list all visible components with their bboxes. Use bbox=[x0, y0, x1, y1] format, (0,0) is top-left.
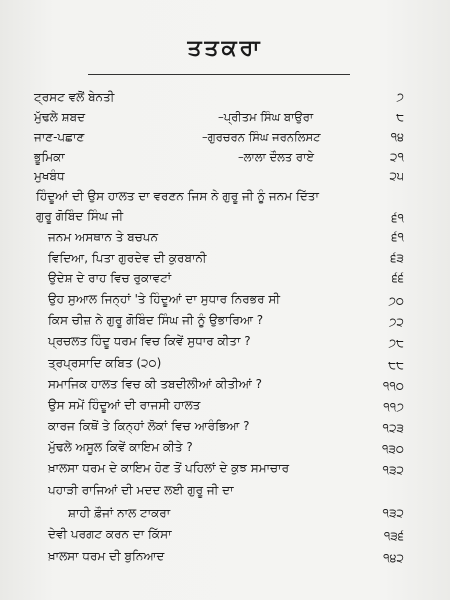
page-title: ਤਤਕਰਾ bbox=[187, 36, 263, 61]
toc-entry-author: –ਲਾਲਾ ਦੌਲਤ ਰਾਏ bbox=[238, 150, 314, 164]
toc-entry-page: ੧੧੦ bbox=[382, 379, 404, 393]
toc-entry-page: ੭੦ bbox=[388, 294, 404, 308]
toc-entry-page: ੮੮ bbox=[388, 358, 404, 372]
toc-entry-text: ਦੇਵੀ ਪਰਗਟ ਕਰਨ ਦਾ ਕਿੱਸਾ bbox=[48, 527, 172, 541]
toc-entry-text: ਤ੍ਰਪ੍ਰਸਾਦਿ ਕਬਿਤ (੨੦) bbox=[48, 356, 162, 370]
toc-entry-page: ੧੪੨ bbox=[383, 551, 404, 565]
toc-entry-text: ਕਿਸ ਚੀਜ਼ ਨੇ ਗੁਰੂ ਗੋਬਿੰਦ ਸਿੰਘ ਜੀ ਨੂੰ ਉਭਾਰਿਆ ? bbox=[48, 313, 264, 327]
toc-entry-page: ੨੫ bbox=[389, 169, 404, 183]
toc-entry-text: ਕਾਰਜ ਕਿਥੋਂ ਤੇ ਕਿਨ੍ਹਾਂ ਲੋਕਾਂ ਵਿਚ ਆਰੰਭਿਆ ? bbox=[48, 419, 250, 433]
toc-entry-text: ਟ੍ਰਸਟ ਵਲੋਂ ਬੇਨਤੀ bbox=[34, 90, 115, 104]
toc-entry-text: ਸ਼ਾਹੀ ਫ਼ੌਜਾਂ ਨਾਲ ਟਾਕਰਾ bbox=[68, 506, 171, 520]
toc-entry-text: ਜਾਣ-ਪਛਾਣ bbox=[34, 130, 85, 144]
toc-entry-text: ਉਸ ਸਮੇਂ ਹਿੰਦੂਆਂ ਦੀ ਰਾਜਸੀ ਹਾਲਤ bbox=[48, 398, 201, 412]
toc-entry-text: ਗੁਰੂ ਗੋਬਿੰਦ ਸਿੰਘ ਜੀ bbox=[36, 209, 124, 223]
toc-entry-text: ਉਦੇਸ਼ ਦੇ ਰਾਹ ਵਿਚ ਰੁਕਾਵਟਾਂ bbox=[48, 271, 172, 285]
toc-entry-page: ੭੮ bbox=[388, 336, 404, 350]
toc-entry-page: ੧੩੨ bbox=[382, 463, 404, 477]
toc-entry-text: ਪ੍ਰਚਲਤ ਹਿੰਦੂ ਧਰਮ ਵਿਚ ਕਿਵੇਂ ਸੁਧਾਰ ਕੀਤਾ ? bbox=[48, 334, 251, 348]
toc-entry-page: ੨੧ bbox=[390, 150, 404, 164]
toc-entry-page: ੧੨੩ bbox=[382, 421, 404, 435]
toc-entry-page: ੧੧੭ bbox=[383, 400, 404, 414]
toc-entry-text: ਜਨਮ ਅਸਥਾਨ ਤੇ ਬਚਪਨ bbox=[48, 230, 159, 244]
toc-entry-page: ੬੩ bbox=[390, 251, 404, 265]
toc-entry-author: –ਗੁਰਚਰਨ ਸਿੰਘ ਜਰਨਲਿਸਟ bbox=[202, 130, 321, 144]
toc-entry-page: ੬੧ bbox=[391, 230, 404, 244]
toc-entry-author: –ਪ੍ਰੀਤਮ ਸਿੰਘ ਬਾਉਰਾ bbox=[218, 110, 314, 124]
toc-entry-text: ਸਮਾਜਿਕ ਹਾਲਤ ਵਿਚ ਕੀ ਤਬਦੀਲੀਆਂ ਕੀਤੀਆਂ ? bbox=[48, 377, 263, 391]
toc-entry-text: ਹਿੰਦੂਆਂ ਦੀ ਉਸ ਹਾਲਤ ਦਾ ਵਰਣਨ ਜਿਸ ਨੇ ਗੁਰੂ ਜੀ ਨੂੰ ਜਨਮ ਦਿੱਤਾ bbox=[36, 189, 319, 203]
toc-entry-page: ੧੩੨ bbox=[382, 506, 404, 520]
toc-entry-text: ਖ਼ਾਲਸਾ ਧਰਮ ਦੀ ਬੁਨਿਆਦ bbox=[48, 549, 165, 563]
toc-entry-text: ਮੁਖਬੰਧ bbox=[34, 169, 65, 183]
toc-entry-page: ੬੬ bbox=[391, 271, 404, 285]
toc-entry-text: ਖ਼ਾਲਸਾ ਧਰਮ ਦੇ ਕਾਇਮ ਹੋਣ ਤੋਂ ਪਹਿਲਾਂ ਦੇ ਕੁਝ ਸਮਾਚਾਰ bbox=[48, 461, 290, 475]
toc-entry-page: ੧੪ bbox=[390, 130, 404, 144]
toc-entry-page: ੬੧ bbox=[391, 211, 404, 225]
toc-entry-text: ਵਿਦਿਆ, ਪਿਤਾ ਗੁਰਦੇਵ ਦੀ ਕੁਰਬਾਨੀ bbox=[48, 251, 207, 265]
toc-entry-text: ਪਹਾੜੀ ਰਾਜਿਆਂ ਦੀ ਮਦਦ ਲਈ ਗੁਰੂ ਜੀ ਦਾ bbox=[48, 483, 234, 497]
toc-entry-page: ੭ bbox=[396, 90, 404, 104]
toc-entry-text: ਭੂਮਿਕਾ bbox=[34, 150, 65, 164]
toc-entry-page: ੧੩੦ bbox=[381, 442, 404, 456]
toc-entry-page: ੮ bbox=[396, 110, 404, 124]
toc-entry-text: ਉਹ ਸੁਆਲ ਜਿਨ੍ਹਾਂ 'ਤੇ ਹਿੰਦੂਆਂ ਦਾ ਸੁਧਾਰ ਨਿਰਭਰ ਸੀ bbox=[48, 292, 280, 306]
toc-entry-text: ਮੁੱਢਲੇ ਅਸੂਲ ਕਿਵੇਂ ਕਾਇਮ ਕੀਤੇ ? bbox=[48, 440, 193, 454]
toc-entry-page: ੧੩੬ bbox=[383, 529, 404, 543]
toc-entry-page: ੭੨ bbox=[388, 315, 404, 329]
toc-entry-text: ਮੁੱਢਲੇ ਸ਼ਬਦ bbox=[34, 110, 86, 124]
